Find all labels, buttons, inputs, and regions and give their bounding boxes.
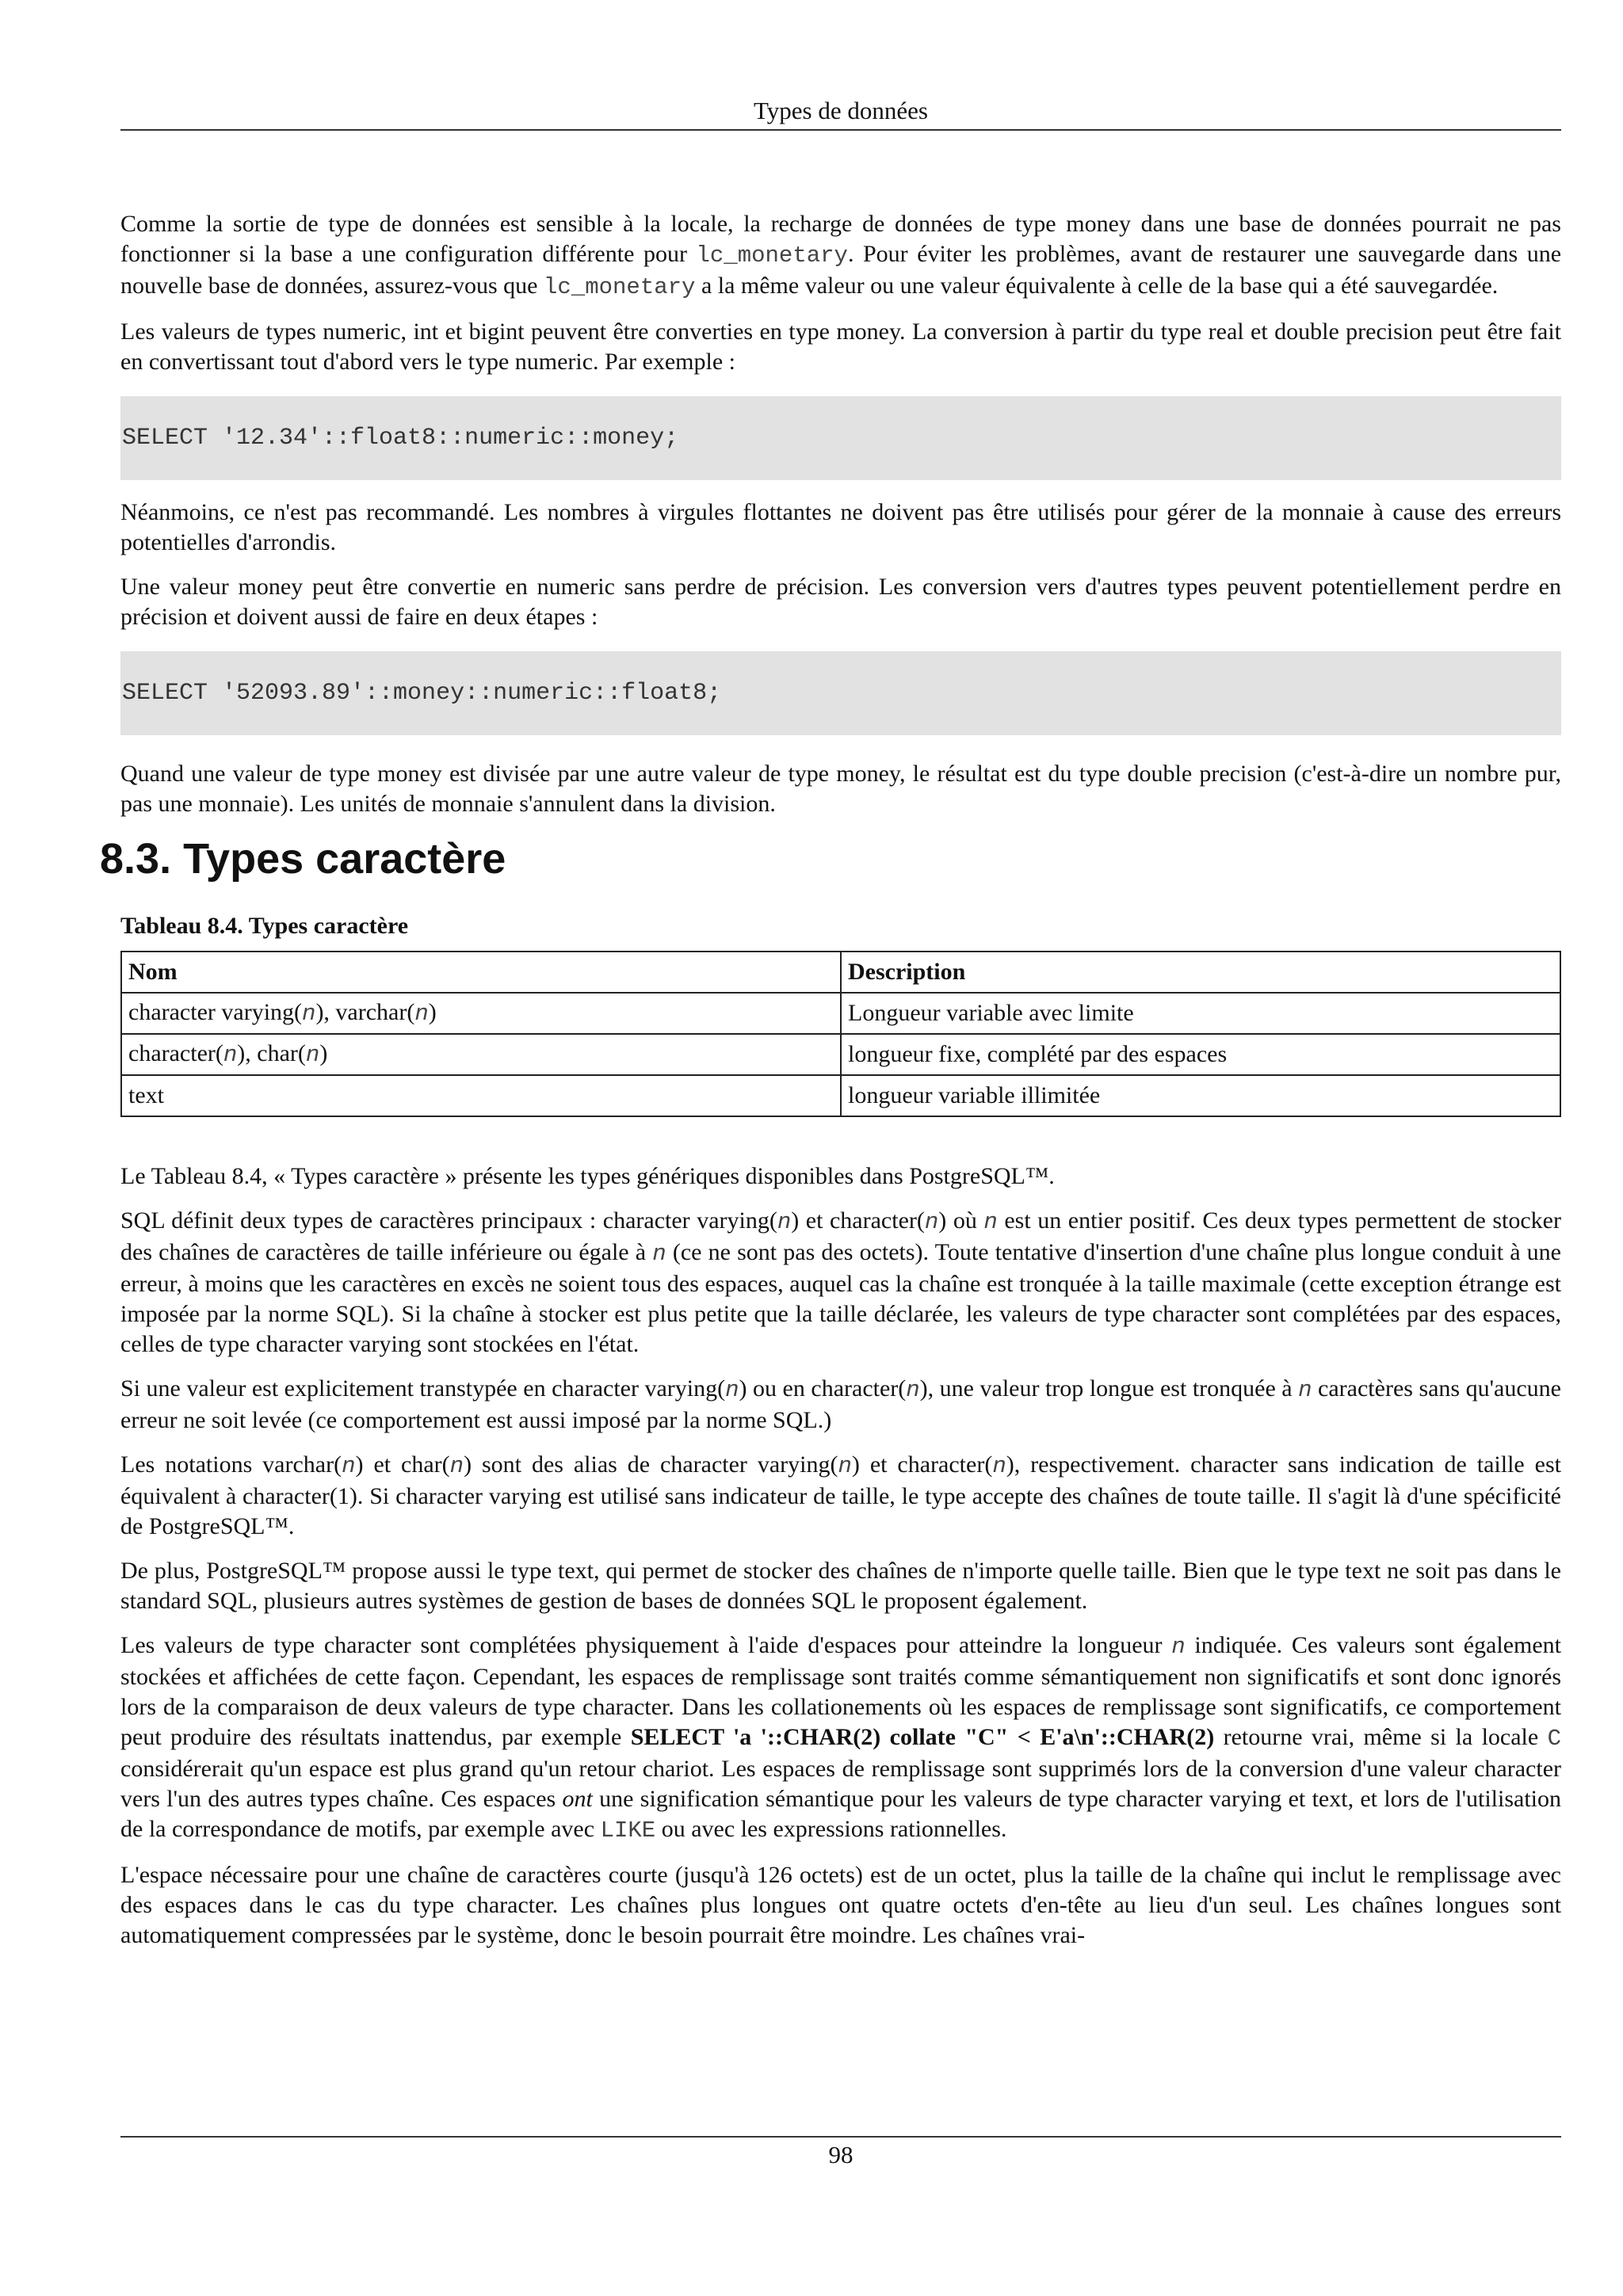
text-run: Comme la sortie de type de données est sensible à la locale, la recharge de données de type money dans une base de données pourrait ne pas fonctionner si la base a une configuration différente pour	[120, 211, 1561, 267]
param-n: n	[302, 1001, 316, 1027]
text-run: a la même valeur ou une valeur équivalente à celle de la base qui a été sauvegardée.	[695, 273, 1499, 299]
text-run: est un entier positif. Ces deux types permettent de stocker des chaînes de caractères de taille inférieure ou égale à	[120, 1207, 1561, 1265]
param-n: n	[1171, 1634, 1186, 1660]
type-name-cell	[121, 1034, 841, 1075]
type-description-cell: longueur variable illimitée	[841, 1075, 1560, 1116]
text-run: Les notations varchar(	[120, 1451, 342, 1478]
param-n: n	[992, 1453, 1006, 1479]
running-header: Types de données	[754, 97, 928, 124]
text-run: une signification sémantique pour les valeurs de type character varying et text, et lors de l'utilisation de la correspondance de motifs, par exemple avec	[120, 1786, 1562, 1842]
text-run: ), varchar(	[315, 999, 415, 1025]
paragraph-notation-aliases	[120, 1450, 1561, 1542]
paragraph-explicit-cast	[120, 1374, 1561, 1436]
paragraph-not-recommended: Néanmoins, ce n'est pas recommandé. Les nombres à virgules flottantes ne doivent pas être utilisés pour gérer de la monnaie à cause des erreurs potentielles d'arrondis.	[120, 499, 1561, 555]
param-n: n	[449, 1453, 464, 1479]
table-header-row	[121, 952, 1560, 993]
column-header-description: Description	[841, 952, 1560, 993]
param-n: n	[414, 1001, 429, 1027]
table-row	[121, 1034, 1560, 1075]
type-name-cell: text	[121, 1075, 841, 1116]
text-run: character(	[128, 1040, 223, 1066]
section-title: 8.3. Types caractère	[100, 835, 506, 883]
text-run: ou avec les expressions rationnelles.	[655, 1816, 1007, 1842]
emphasis: ont	[562, 1786, 593, 1812]
param-n: n	[777, 1209, 792, 1235]
text-run: retourne vrai, même si la locale	[1214, 1724, 1548, 1750]
text-run: )	[319, 1040, 328, 1066]
inline-code: lc_monetary	[696, 242, 848, 269]
param-n: n	[906, 1377, 920, 1403]
paragraph-table-reference: Le Tableau 8.4, « Types caractère » présente les types génériques disponibles dans PostgreSQL™.	[120, 1163, 1055, 1189]
param-n: n	[983, 1209, 998, 1235]
paragraph-money-to-numeric: Une valeur money peut être convertie en numeric sans perdre de précision. Les conversion vers d'autres types peuvent potentiellement perdre en précision et doivent aussi de faire en deux étapes :	[120, 574, 1561, 630]
table-row	[121, 1075, 1560, 1116]
param-n: n	[838, 1453, 852, 1479]
paragraph-text-type: De plus, PostgreSQL™ propose aussi le type text, qui permet de stocker des chaînes de n'importe quelle taille. Bien que le type text ne soit pas dans le standard SQL, plusieurs autres systèmes de gestion de bases de données SQL le proposent également.	[120, 1558, 1561, 1614]
code-block-float8-to-money: SELECT '12.34'::float8::numeric::money;	[120, 396, 1561, 480]
text-run: ) où	[938, 1207, 984, 1234]
character-types-table	[120, 951, 1561, 1117]
param-n: n	[223, 1042, 238, 1068]
text-run: ) et character(	[791, 1207, 925, 1234]
table-row	[121, 993, 1560, 1034]
text-run: ), char(	[237, 1040, 306, 1066]
param-n: n	[652, 1241, 666, 1267]
text-run: caractères sans qu'aucune erreur ne soit levée (ce comportement est aussi imposé par la norme SQL.)	[120, 1375, 1561, 1433]
text-run: )	[428, 999, 437, 1025]
param-n: n	[342, 1453, 356, 1479]
code-block-money-to-float8: SELECT '52093.89'::money::numeric::float8;	[120, 651, 1561, 735]
param-n: n	[924, 1209, 939, 1235]
text-run: ) et char(	[355, 1451, 450, 1478]
type-description-cell: longueur fixe, complété par des espaces	[841, 1034, 1560, 1075]
inline-code: C	[1547, 1726, 1561, 1752]
paragraph-padding-semantics	[120, 1630, 1561, 1846]
table-caption: Tableau 8.4. Types caractère	[120, 913, 409, 939]
text-run: (ce ne sont pas des octets). Toute tentative d'insertion d'une chaîne plus longue conduit à une erreur, à moins que les caractères en excès ne soient tous des espaces, auquel cas la chaîne est tronquée à la taille maximale (cette exception étrange est imposée par la norme SQL). Si la chaîne à stocker est plus petite que la taille déclarée, les valeurs de type character sont complétées par des espaces, celles de type character varying sont stockées en l'état.	[120, 1239, 1561, 1357]
page-content	[100, 209, 1562, 1965]
bold-sql-example: SELECT 'a '::CHAR(2) collate "C" < E'a\n'::CHAR(2)	[630, 1724, 1215, 1750]
page-number: 98	[828, 2141, 854, 2168]
text-run: . Pour éviter les problèmes, avant de restaurer une sauvegarde dans une nouvelle base de données, assurez-vous que	[120, 241, 1562, 299]
paragraph-money-division: Quand une valeur de type money est divisée par une autre valeur de type money, le résultat est du type double precision (c'est-à-dire un nombre pur, pas une monnaie). Les unités de monnaie s'annulent dans la division.	[120, 761, 1561, 817]
column-header-nom: Nom	[121, 952, 841, 993]
text-run: Les valeurs de type character sont complétées physiquement à l'aide d'espaces pour atteindre la longueur	[120, 1632, 1172, 1658]
text-run: ) sont des alias de character varying(	[464, 1451, 838, 1478]
text-run: considérerait qu'un espace est plus grand qu'un retour chariot. Les espaces de remplissage sont supprimés lors de la conversion d'une valeur character vers l'un des autres types chaîne. Ces espaces	[120, 1756, 1561, 1812]
text-run: ), respectivement. character sans indication de taille est équivalent à character(1). Si character varying est utilisé sans indicateur de taille, le type accepte des chaînes de toute taille. Il s'agit là d'une spécificité de PostgreSQL™.	[120, 1451, 1561, 1539]
type-description-cell: Longueur variable avec limite	[841, 993, 1560, 1034]
text-run: ) ou en character(	[739, 1375, 907, 1402]
inline-code: LIKE	[600, 1817, 656, 1844]
header-rule	[120, 129, 1561, 131]
footer-rule	[120, 2136, 1561, 2138]
param-n: n	[1298, 1377, 1312, 1403]
paragraph-money-conversion: Les valeurs de types numeric, int et bigint peuvent être converties en type money. La conversion à partir du type real et double precision peut être fait en convertissant tout d'abord vers le type numeric. Par exemple :	[120, 318, 1561, 375]
inline-code: lc_monetary	[544, 274, 696, 300]
paragraph-storage-size: L'espace nécessaire pour une chaîne de caractères courte (jusqu'à 126 octets) est de un octet, plus la taille de la chaîne qui inclut le remplissage avec des espaces dans le cas du type character. Les chaînes plus longues ont quatre octets d'en-tête au lieu d'un seul. Les chaînes longues sont automatiquement compressées par le système, donc le besoin pourrait être moindre. Les chaînes vrai-	[120, 1862, 1561, 1948]
type-name-cell	[121, 993, 841, 1034]
paragraph-money-locale	[120, 209, 1561, 303]
text-run: character varying(	[128, 999, 303, 1025]
text-run: ) et character(	[851, 1451, 993, 1478]
param-n: n	[725, 1377, 739, 1403]
text-run: SQL définit deux types de caractères principaux : character varying(	[120, 1207, 777, 1234]
paragraph-sql-character-types	[120, 1206, 1561, 1360]
text-run: ), une valeur trop longue est tronquée à	[919, 1375, 1299, 1402]
param-n: n	[305, 1042, 320, 1068]
text-run: indiquée. Ces valeurs sont également stockées et affichées de cette façon. Cependant, les espaces de remplissage sont traités comme sémantiquement non significatifs et sont donc ignorés lors de la comparaison de deux valeurs de type character. Dans les collationements où les espaces de remplissage sont significatifs, ce comportement peut produire des résultats inattendus, par exemple	[120, 1632, 1562, 1750]
text-run: Si une valeur est explicitement transtypée en character varying(	[120, 1375, 726, 1402]
document-page	[100, 0, 1562, 2296]
